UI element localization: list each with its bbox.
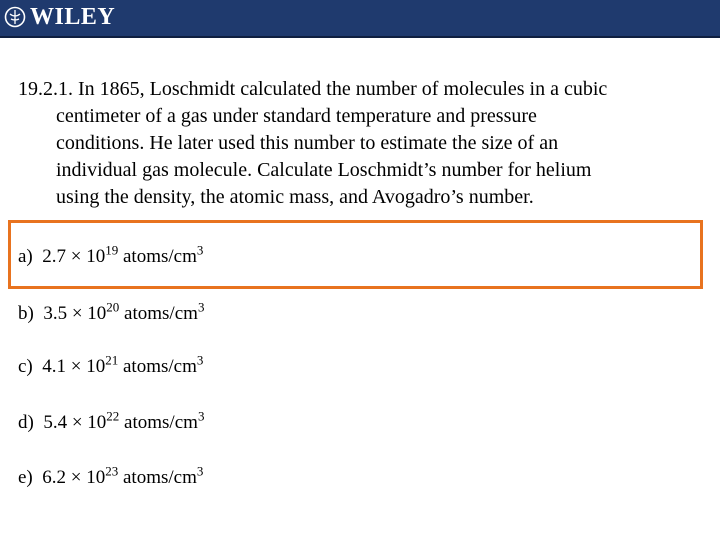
answer-exponent: 19 [105,242,119,258]
question-line: 19.2.1. In 1865, Loschmidt calculated the number of molecules in a cubic [18,78,608,100]
times-sign: × [70,246,82,267]
wiley-logo [4,2,115,32]
answer-base: 10 [87,412,107,433]
answer-mantissa: 4.1 [42,356,67,377]
answer-label: b) [18,303,34,324]
times-sign: × [71,303,83,324]
unit-exponent: 3 [196,242,204,258]
answer-mantissa: 6.2 [42,467,67,488]
wiley-logo-text: WILEY [30,3,116,30]
unit-exponent: 3 [197,299,205,315]
answer-unit: atoms/cm [124,303,198,324]
answer-unit: atoms/cm [122,246,197,267]
unit-exponent: 3 [196,463,204,479]
times-sign: × [70,467,82,488]
times-sign: × [71,412,83,433]
unit-exponent: 3 [197,408,205,424]
question-line: using the density, the atomic mass, and Avogadro’s number. [56,186,534,208]
answer-unit: atoms/cm [122,356,197,377]
answer-mantissa: 5.4 [43,412,68,433]
header-bar [0,0,720,38]
answer-exponent: 21 [105,352,119,368]
answer-label: d) [18,412,34,433]
answer-base: 10 [86,356,106,377]
answer-mantissa: 2.7 [42,246,67,267]
answer-exponent: 20 [106,299,120,315]
answer-label: c) [18,356,33,377]
answer-base: 10 [86,467,106,488]
unit-exponent: 3 [196,352,204,368]
question-text [18,76,708,211]
question-line: conditions. He later used this number to estimate the size of an [56,132,559,154]
question-line: individual gas molecule. Calculate Loschmidt’s number for helium [56,159,592,181]
answer-option-c[interactable] [18,352,204,378]
answer-option-a[interactable] [18,242,204,268]
answer-exponent: 22 [106,408,120,424]
answer-label: e) [18,467,33,488]
answer-option-d[interactable] [18,408,205,434]
answer-unit: atoms/cm [124,412,198,433]
answer-option-b[interactable] [18,299,205,325]
answer-base: 10 [86,246,106,267]
wiley-emblem-icon [4,6,26,28]
answer-label: a) [18,246,33,267]
answer-exponent: 23 [105,463,119,479]
question-line: centimeter of a gas under standard temperature and pressure [56,105,537,127]
times-sign: × [70,356,82,377]
answer-unit: atoms/cm [122,467,197,488]
answer-mantissa: 3.5 [43,303,68,324]
answer-base: 10 [87,303,107,324]
answer-option-e[interactable] [18,463,204,489]
